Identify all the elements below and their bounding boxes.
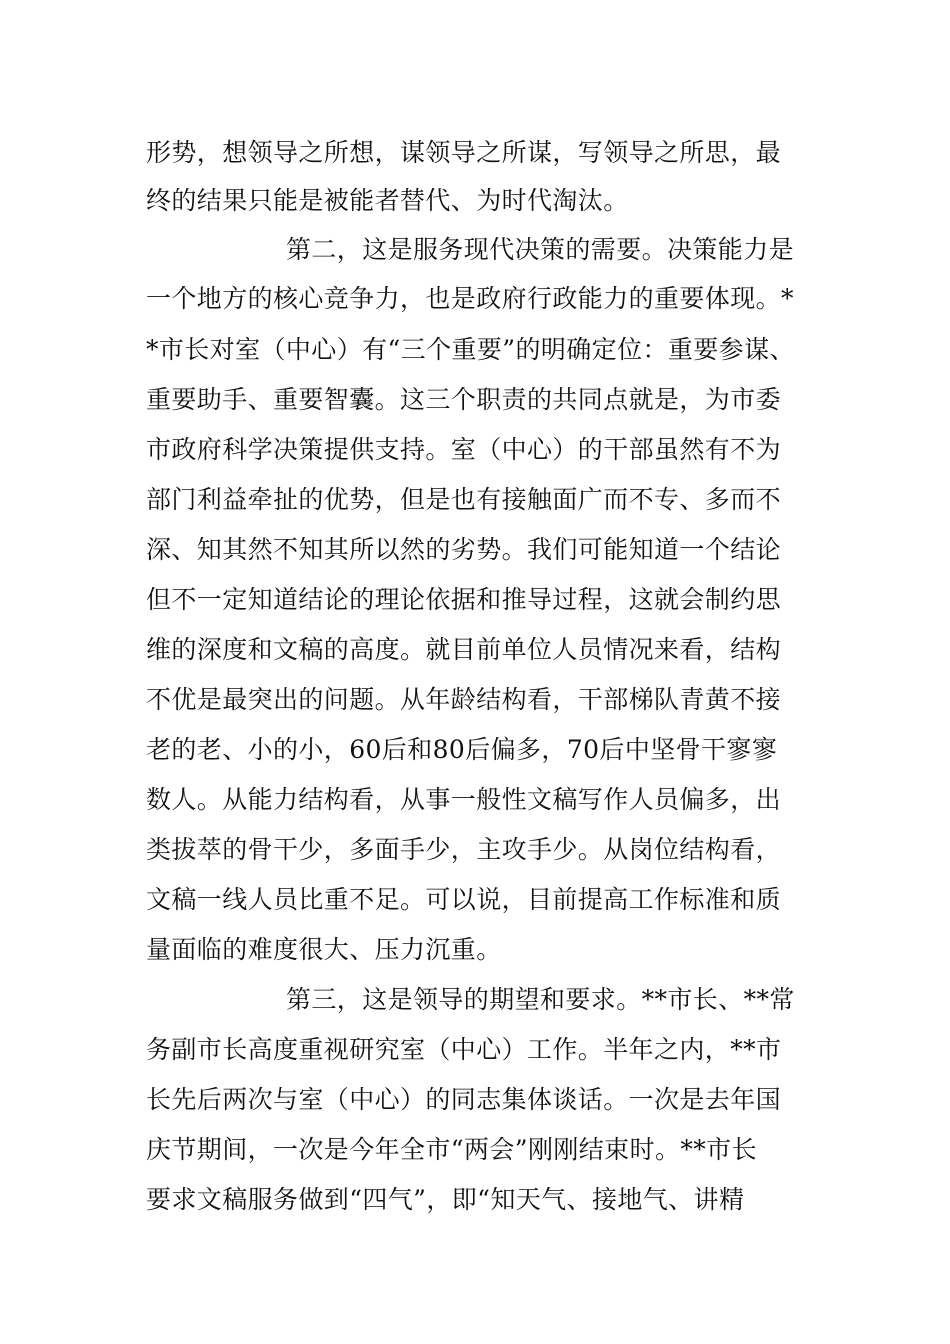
text-line: 终的结果只能是被能者替代、为时代淘汰。 [146,186,629,215]
text-line: 庆节期间，一次是今年全市“两会”刚刚结束时。**市长 [146,1135,757,1164]
text-line: 数人。从能力结构看，从事一般性文稿写作人员偏多，出 [146,785,782,814]
text-line: 深、知其然不知其所以然的劣势。我们可能知道一个结论 [146,535,782,564]
text-line: 要求文稿服务做到“四气”，即“知天气、接地气、讲精 [146,1185,745,1214]
text-line: *市长对室（中心）有“三个重要”的明确定位：重要参谋、 [146,335,795,364]
text-line: 部门利益牵扯的优势，但是也有接触面广而不专、多而不 [146,485,782,514]
text-line: 文稿一线人员比重不足。可以说，目前提高工作标准和质 [146,885,782,914]
text-line: 维的深度和文稿的高度。就目前单位人员情况来看，结构 [146,635,782,664]
text-line: 市政府科学决策提供支持。室（中心）的干部虽然有不为 [146,435,782,464]
text-line: 长先后两次与室（中心）的同志集体谈话。一次是去年国 [146,1085,782,1114]
text-line: 形势，想领导之所想，谋领导之所谋，写领导之所思，最 [146,138,782,167]
text-line: 务副市长高度重视研究室（中心）工作。半年之内，**市 [146,1035,782,1064]
paragraph-start-line: 第三，这是领导的期望和要求。**市长、**常 [286,985,795,1014]
text-line: 量面临的难度很大、压力沉重。 [146,935,502,964]
text-line: 类拔萃的骨干少，多面手少，主攻手少。从岗位结构看， [146,835,782,864]
text-line: 重要助手、重要智囊。这三个职责的共同点就是，为市委 [146,385,782,414]
text-line: 不优是最突出的问题。从年龄结构看，干部梯队青黄不接 [146,685,782,714]
paragraph-start-line: 第二，这是服务现代决策的需要。决策能力是 [286,235,795,264]
text-line: 老的老、小的小，60后和80后偏多，70后中坚骨干寥寥 [146,735,778,764]
text-line: 但不一定知道结论的理论依据和推导过程，这就会制约思 [146,585,782,614]
text-line: 一个地方的核心竞争力，也是政府行政能力的重要体现。* [146,284,794,313]
